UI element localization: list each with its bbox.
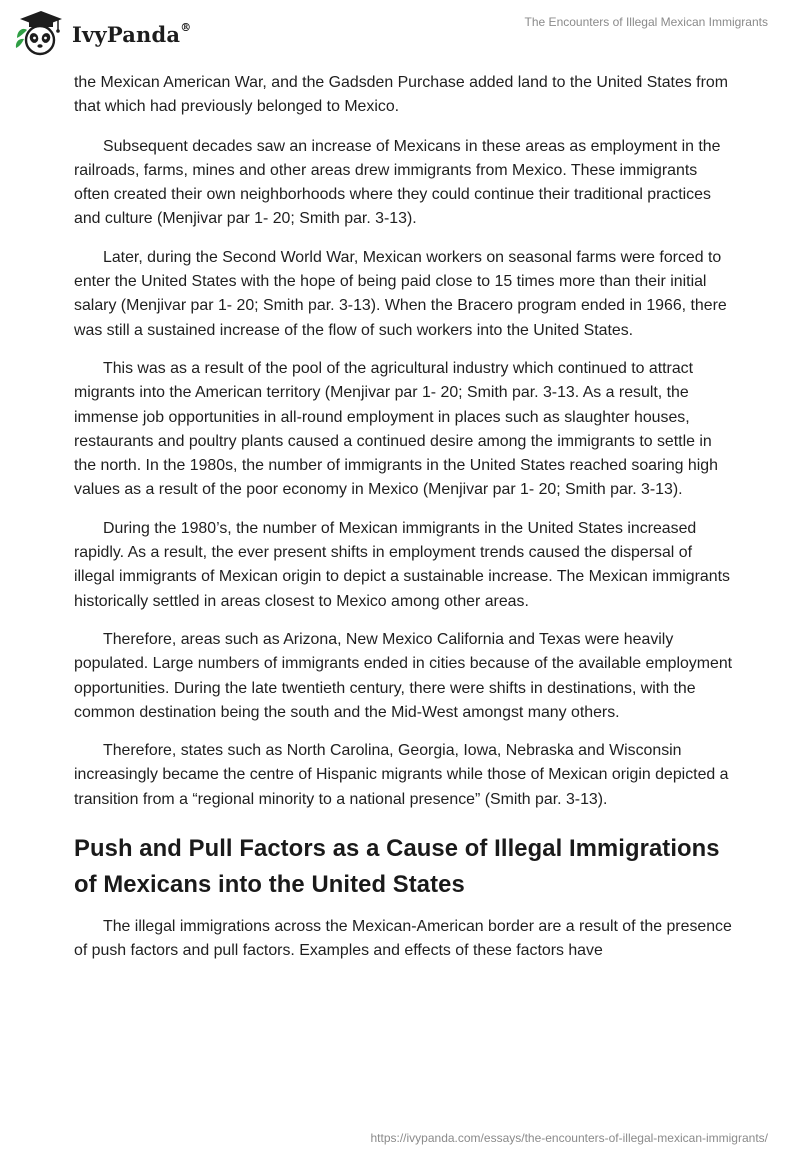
paragraph: The illegal immigrations across the Mexican-American border are a result of the presence of push factors and pull factors. Examples and effects of these factors have bbox=[74, 918, 732, 960]
essay-body bbox=[74, 71, 734, 978]
paragraph: Subsequent decades saw an increase of Mexicans in these areas as employment in the railroads, farms, mines and other areas drew immigrants from Mexico. These immigrants often created their own neighborhoods where they could continue their traditional practices and culture (Menjivar par 1- 20; Smith par. 3-13). bbox=[74, 137, 721, 228]
panda-graduation-cap-icon bbox=[14, 8, 66, 56]
paragraph-continuation: the Mexican American War, and the Gadsden Purchase added land to the United States from that which had previously belonged to Mexico. bbox=[74, 74, 728, 116]
source-url[interactable]: https://ivypanda.com/essays/the-encounters-of-illegal-mexican-immigrants/ bbox=[370, 1131, 768, 1145]
paragraph: This was as a result of the pool of the agricultural industry which continued to attract migrants into the American territory (Menjivar par 1- 20; Smith par. 3-13. As a result, the immense job opportunities in all-round employment in places such as slaughter houses, restaurants and poultry plants caused a continued desire among the immigrants to settle in the north. In the 1980s, the number of immigrants in the United States reached soaring high values as a result of the poor economy in Mexico (Menjivar par 1- 20; Smith par. 3-13). bbox=[74, 359, 718, 499]
paragraph: Therefore, areas such as Arizona, New Mexico California and Texas were heavily populated. Large numbers of immigrants ended in cities because of the available employment opportunities. During the late twentieth century, there were shifts in destinations, with the common destination being the south and the Mid-West amongst many others. bbox=[74, 630, 733, 721]
paragraph: Later, during the Second World War, Mexican workers on seasonal farms were forced to enter the United States with the hope of being paid close to 15 times more than their initial salary (Menjivar par 1- 20; Smith par. 3-13). When the Bracero program ended in 1966, there was still a sustained increase of the flow of such workers into the United States. bbox=[74, 248, 727, 339]
paragraph: Therefore, states such as North Carolina, Georgia, Iowa, Nebraska and Wisconsin increasingly became the centre of Hispanic migrants while those of Mexican origin depicted a transition from a “regional minority to a national presence” (Smith par. 3-13). bbox=[74, 742, 729, 808]
document-title: The Encounters of Illegal Mexican Immigrants bbox=[524, 15, 768, 29]
paragraph: During the 1980’s, the number of Mexican immigrants in the United States increased rapidly. As a result, the ever present shifts in employment trends caused the dispersal of illegal immigrants of Mexican origin to depict a sustainable increase. The Mexican immigrants historically settled in areas closest to Mexico among other areas. bbox=[74, 519, 730, 610]
ivypanda-logo[interactable] bbox=[14, 8, 199, 56]
page-header bbox=[0, 0, 800, 64]
section-heading: Push and Pull Factors as a Cause of Illegal Immigrations of Mexicans into the United States bbox=[74, 835, 720, 899]
brand-name: IvyPanda® bbox=[72, 20, 192, 47]
